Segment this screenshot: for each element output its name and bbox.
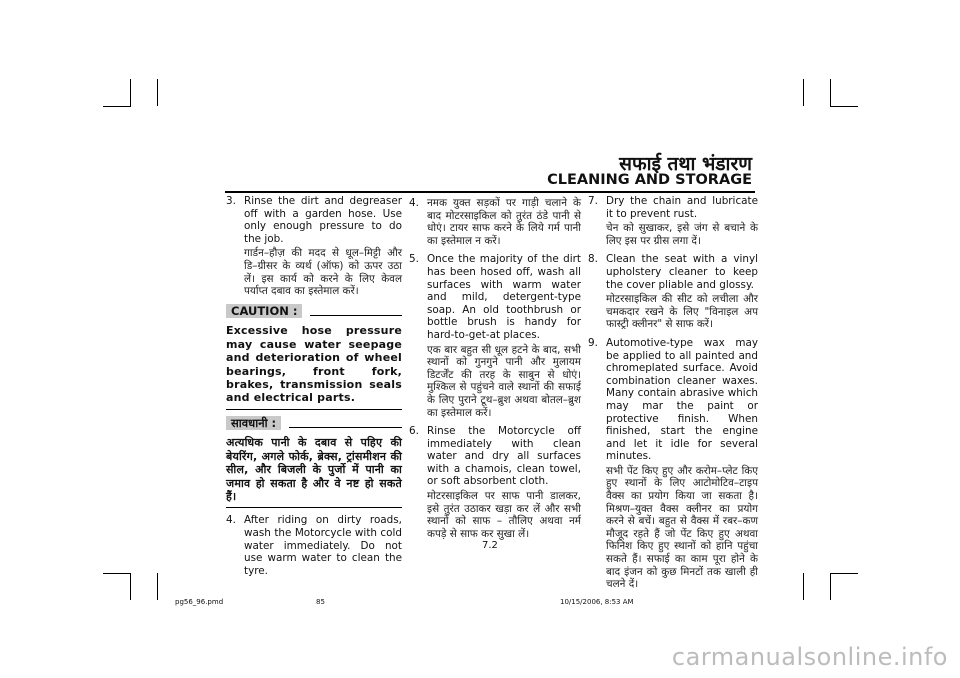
- caution-divider: [226, 507, 402, 508]
- crop-mark: [103, 573, 131, 574]
- crop-mark: [103, 106, 131, 107]
- step-number: 7.: [588, 195, 598, 207]
- step-7: [588, 195, 758, 247]
- step-text-hindi: सभी पेंट किए हुए और करोम–प्लेट किए हुए स्थानों के लिए आटोमोटिव–टाइप वैक्स का प्रयोग किया जा सकता है। मिश्रण–युक्त वैक्स क्लीनर का प्रयोग करने से बचें। बहुत से वैक्स में रबर–कण मौजूद रहते हैं जो पेंट किए हुए अथवा फिनिश किए हुए स्थानों को हानि पहुंचा सकते हैं। सफाई का काम पूरा होने के बाद इंजन को कुछ मिनटों तक खाली ही चलने दें।: [606, 464, 758, 591]
- caution-label-hindi: सावधानी :: [226, 416, 281, 431]
- crop-mark: [830, 79, 831, 106]
- caution-divider: [226, 409, 402, 410]
- step-number: 5.: [409, 253, 419, 266]
- step-text-hindi: गार्डन–हौज़ की मदद से धूल–मिट्टी और डि–ग्रीसर के व्यर्थ (ऑफ) को ऊपर उठा लें। इस कार्य को करने के लिए केवल पर्याप्त दबाव का इस्तेमाल करें।: [244, 247, 402, 298]
- step-text-hindi: चेन को सुखाकर, इसे जंग से बचाने के लिए इस पर ग्रीस लगा दें।: [606, 222, 758, 247]
- crop-mark: [830, 106, 858, 107]
- crop-mark: [130, 573, 131, 600]
- step-text-hindi: मोटरसाइकिल पर साफ पानी डालकर, इसे तुरंत उठाकर खड़ा कर लें और सभी स्थानों को साफ – तौलिए अथवा नर्म कपड़े से साफ कर सुखा लें।: [427, 490, 581, 540]
- step-number: 4.: [226, 514, 236, 527]
- page-number: 7.2: [482, 540, 498, 551]
- footer-timestamp: 10/15/2006, 8:53 AM: [560, 598, 634, 606]
- column-3: [588, 195, 758, 597]
- step-6: [409, 425, 581, 540]
- step-5: [409, 253, 581, 419]
- caution-header-hindi: [226, 416, 402, 431]
- crop-mark: [830, 573, 831, 600]
- step-text-hindi: मोटरसाइकिल की सीट को लचीला और चमकदार रखने के लिए "विनाइल अप फास्ट्री क्लीनर" से साफ करें।: [606, 293, 758, 331]
- step-text-english: Rinse the Motorcycle off immediately with clean water and dry all surfaces with a chamois, clean towel, or soft absorbent cloth.: [427, 425, 581, 488]
- step-text-english: Rinse the dirt and degreaser off with a garden hose. Use only enough pressure to do the job.: [244, 195, 402, 245]
- crop-mark: [157, 79, 158, 106]
- header-divider: [225, 191, 755, 193]
- step-number: 9.: [588, 336, 598, 349]
- crop-mark: [803, 573, 804, 600]
- step-8: [588, 253, 758, 331]
- step-number: 6.: [409, 425, 419, 438]
- crop-mark: [157, 573, 158, 600]
- step-3: [226, 195, 402, 298]
- caution-line: [310, 307, 402, 316]
- step-text-english: Automotive-type wax may be applied to all painted and chromeplated surface. Avoid combination cleaner waxes. Many contain abrasive which may mar the paint or protective finish. When finished, start the engine and let it idle for several minutes.: [606, 336, 758, 463]
- step-text-english: After riding on dirty roads, wash the Motorcycle with cold water immediately. Do not use warm water to clean the tyre.: [244, 514, 402, 577]
- watermark: carmanualsonline.info: [671, 643, 948, 671]
- caution-line: [289, 419, 402, 428]
- crop-mark: [803, 79, 804, 106]
- caution-text: Excessive hose pressure may cause water seepage and deterioration of wheel bearings, front fork, brakes, transmission seals and electrical parts.: [226, 324, 402, 405]
- step-number: 4.: [409, 197, 419, 209]
- section-title-hindi: सफाई तथा भंडारण: [619, 153, 752, 175]
- step-number: 8.: [588, 253, 598, 266]
- step-4-hindi: [409, 197, 581, 247]
- step-9: [588, 337, 758, 591]
- caution-label: CAUTION :: [226, 304, 302, 319]
- column-2: [409, 195, 581, 546]
- footer-file: pg56_96.pmd: [175, 598, 224, 606]
- step-text-english: Clean the seat with a vinyl upholstery cleaner to keep the cover pliable and glossy.: [606, 253, 758, 291]
- section-title-english: CLEANING AND STORAGE: [547, 172, 752, 188]
- step-text-hindi: नमक युक्त सड़कों पर गाड़ी चलाने के बाद मोटरसाइकिल को तुरंत ठंडे पानी से धोएं। टायर साफ करने के लिये गर्म पानी का इस्तेमाल न करें।: [427, 197, 581, 247]
- caution-box: [226, 304, 402, 410]
- footer-page: 85: [316, 598, 325, 606]
- step-number: 3.: [226, 195, 236, 207]
- caution-text-hindi: अत्यधिक पानी के दबाव से पहिए की बेयरिंग, अगले फोर्क, ब्रेक्स, ट्रांसमीशन की सील, और बिजली के पुर्जो में पानी का जमाव हो सकता है और वे नष्ट हो सकते हैं।: [226, 436, 402, 503]
- crop-mark: [130, 79, 131, 106]
- column-1: [226, 195, 402, 583]
- step-text-english: Dry the chain and lubricate it to prevent rust.: [606, 195, 758, 220]
- step-4: [226, 514, 402, 577]
- caution-header: [226, 304, 402, 319]
- step-text-hindi: एक बार बहुत सी धूल हटने के बाद, सभी स्थानों को गुनगुने पानी और मुलायम डिटर्जेंट की तरह के साबुन से धोएं। मुश्किल से पहुंचने वाले स्थानों की सफाई के लिए पुराने टूथ–ब्रुश अथवा बोतल–ब्रुश का इस्तेमाल करें।: [427, 343, 581, 419]
- step-text-english: Once the majority of the dirt has been hosed off, wash all surfaces with warm water and mild, detergent-type soap. An old toothbrush or bottle brush is handy for hard-to-get-at places.: [427, 253, 581, 341]
- crop-mark: [830, 573, 858, 574]
- caution-box-hindi: [226, 416, 402, 509]
